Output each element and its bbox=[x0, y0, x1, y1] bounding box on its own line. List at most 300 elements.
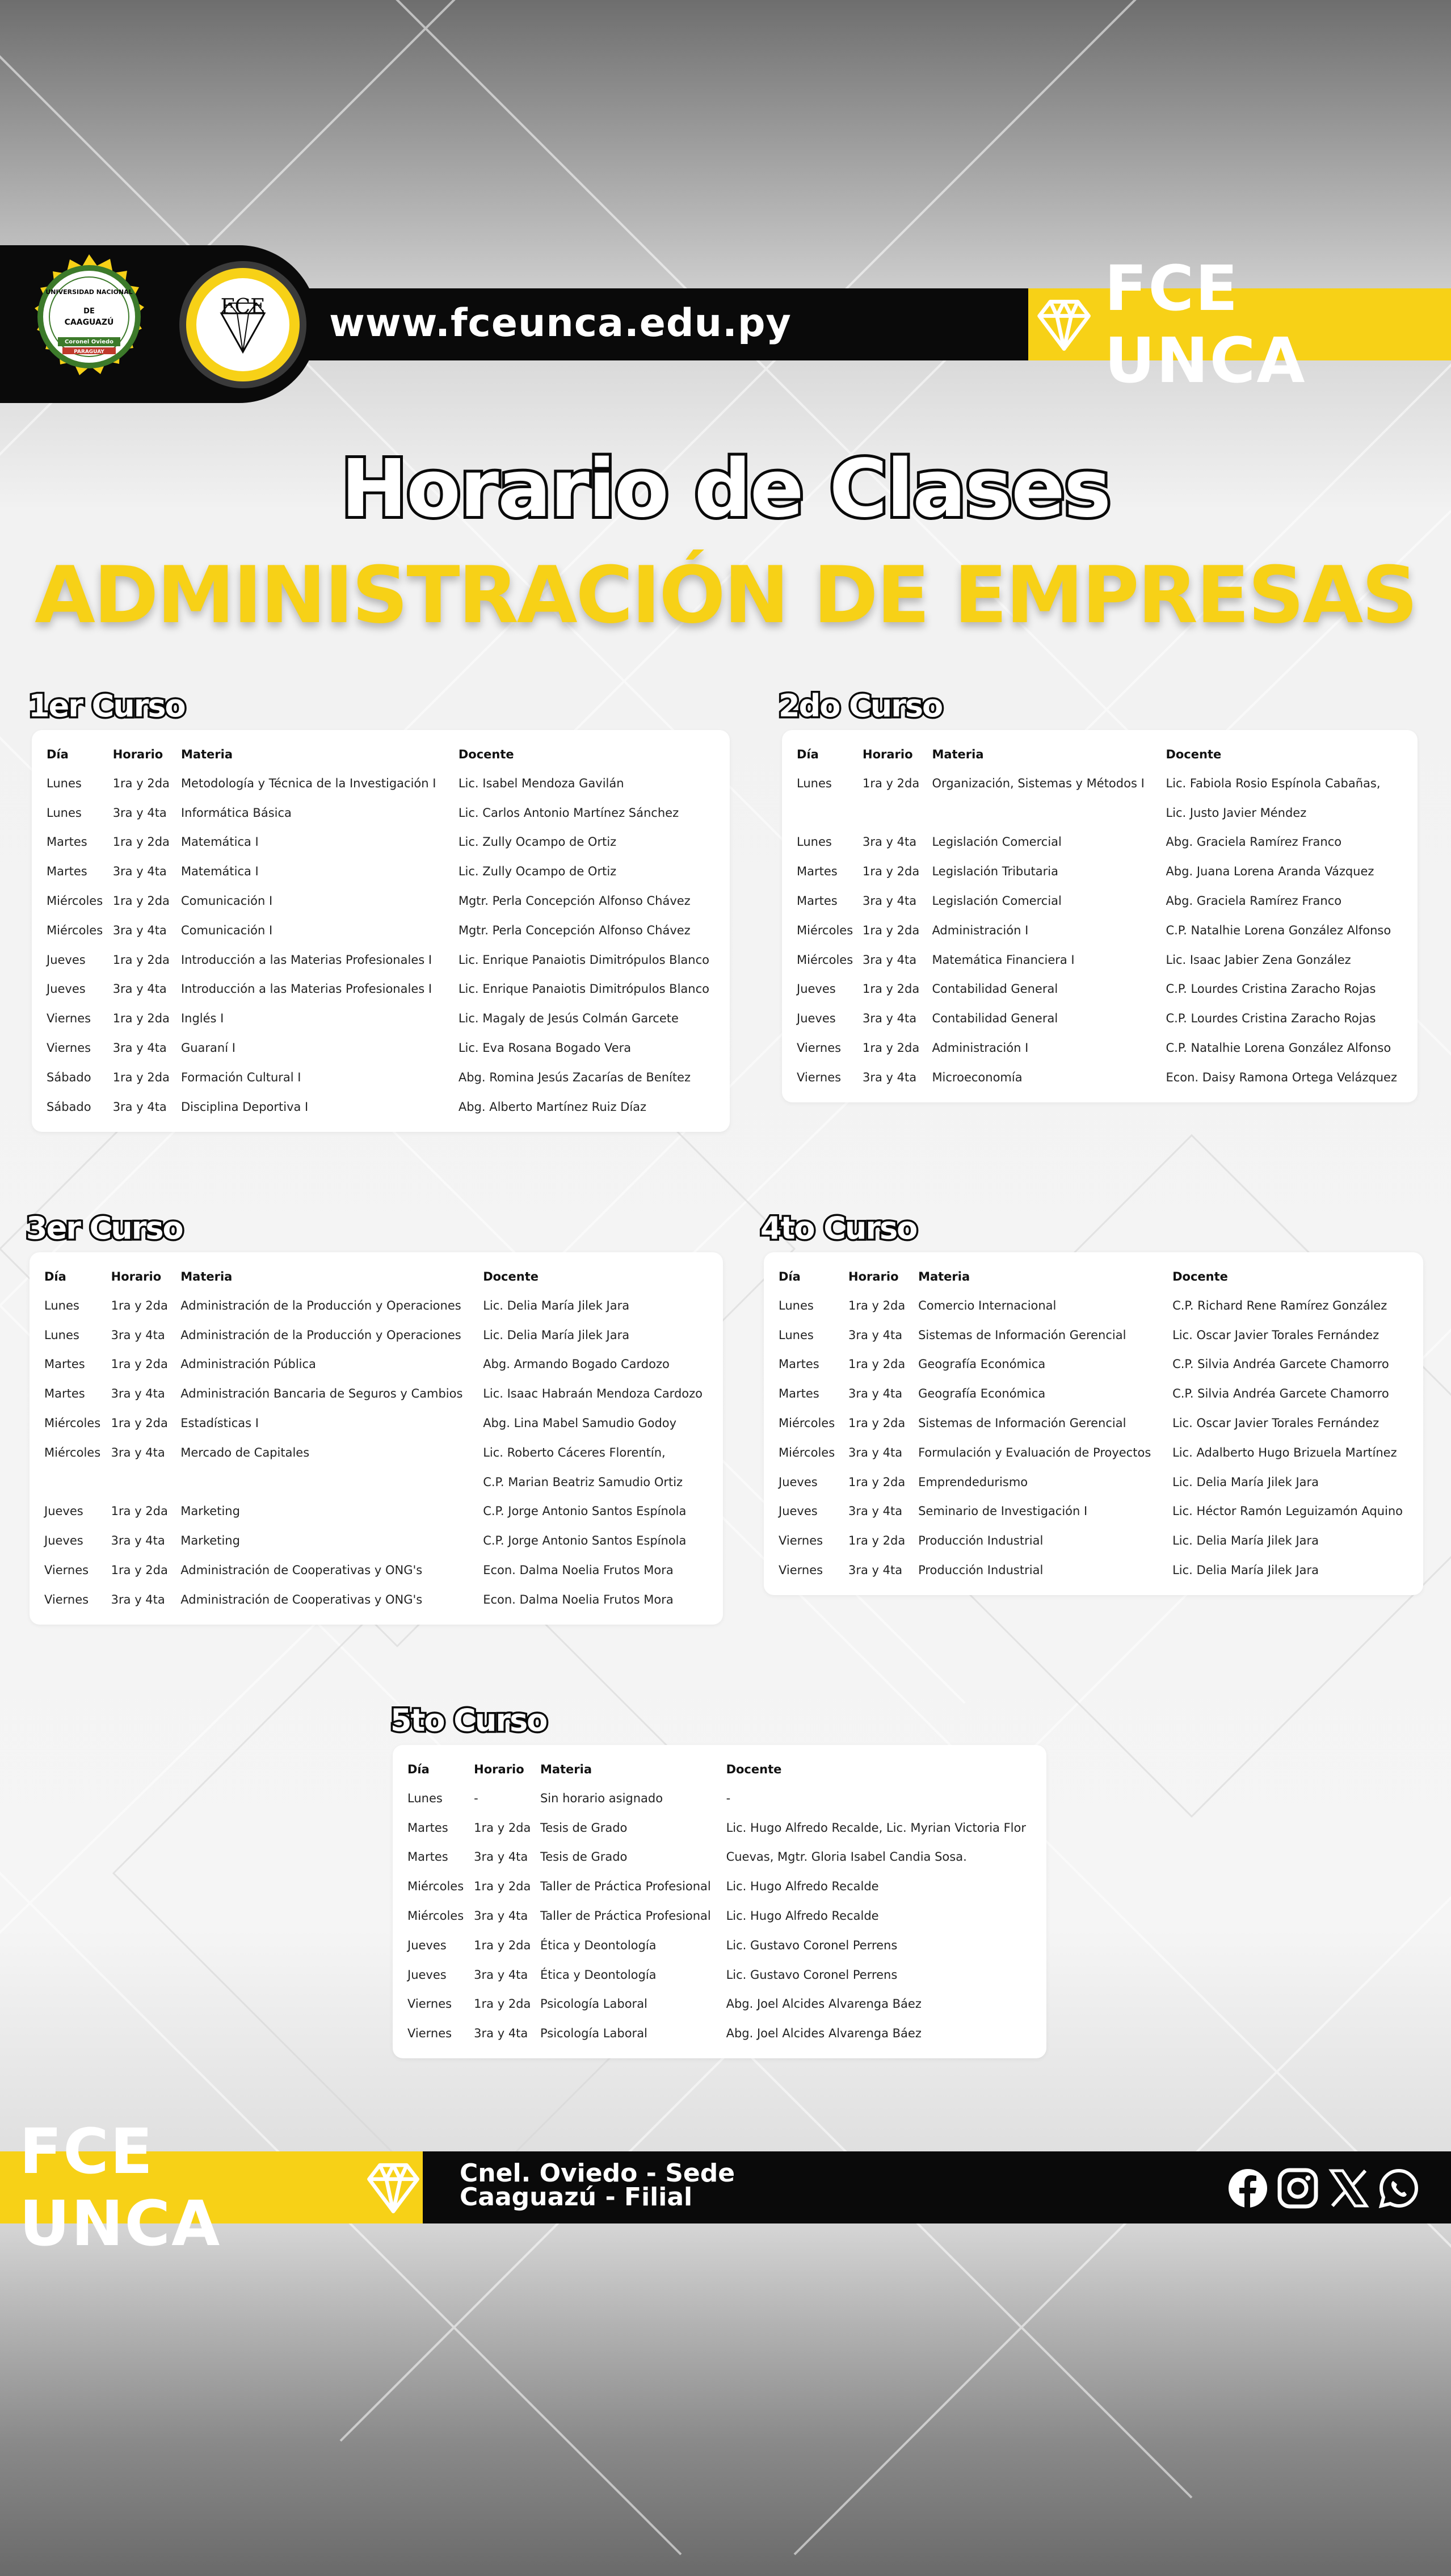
time-cell: 1ra y 2da bbox=[112, 1070, 170, 1084]
time-cell: 1ra y 2da bbox=[112, 835, 170, 849]
subject-cell: Administración Pública bbox=[180, 1357, 316, 1371]
time-cell: 3ra y 4ta bbox=[474, 1909, 528, 1923]
schedule-card bbox=[32, 730, 730, 1132]
teacher-cell: Lic. Delia María Jilek Jara bbox=[1172, 1563, 1319, 1578]
time-cell: 3ra y 4ta bbox=[112, 923, 167, 937]
day-cell: Lunes bbox=[407, 1791, 443, 1805]
table-row bbox=[47, 828, 715, 857]
teacher-cell: Abg. Joel Alcides Alvarenga Báez bbox=[726, 1997, 922, 2011]
subject-cell: Introducción a las Materias Profesionales I bbox=[180, 982, 432, 996]
column-header: Horario bbox=[111, 1270, 162, 1283]
table-header-row bbox=[47, 740, 715, 769]
subject-cell: Mercado de Capitales bbox=[180, 1445, 310, 1459]
table-row bbox=[47, 1033, 715, 1063]
subject-cell: Administración I bbox=[932, 923, 1029, 937]
teacher-cell: Abg. Juana Lorena Aranda Vázquez bbox=[1166, 865, 1374, 879]
column-header: Horario bbox=[112, 748, 163, 761]
table-row bbox=[44, 1467, 708, 1497]
table-row bbox=[44, 1526, 708, 1555]
day-cell: Martes bbox=[44, 1387, 85, 1401]
day-cell: Lunes bbox=[779, 1298, 814, 1312]
day-cell: Lunes bbox=[44, 1328, 79, 1342]
table-row bbox=[797, 1033, 1403, 1063]
teacher-cell: C.P. Natalhie Lorena González Alfonso bbox=[1166, 1041, 1391, 1055]
teacher-cell: C.P. Natalhie Lorena González Alfonso bbox=[1166, 923, 1391, 937]
column-header: Docente bbox=[1166, 748, 1222, 761]
day-cell: Martes bbox=[407, 1850, 448, 1864]
subject-cell: Marketing bbox=[180, 1534, 240, 1548]
day-cell: Sábado bbox=[47, 1100, 91, 1114]
time-cell: 3ra y 4ta bbox=[848, 1387, 903, 1401]
table-row bbox=[797, 975, 1403, 1004]
teacher-cell: Lic. Oscar Javier Torales Fernández bbox=[1172, 1328, 1379, 1342]
table-row bbox=[797, 945, 1403, 975]
diamond-icon bbox=[364, 2159, 423, 2216]
day-cell: Jueves bbox=[779, 1504, 818, 1518]
facebook-icon[interactable] bbox=[1227, 2167, 1269, 2209]
time-cell: 1ra y 2da bbox=[111, 1504, 168, 1518]
day-cell: Lunes bbox=[797, 835, 832, 849]
subject-cell: Marketing bbox=[180, 1504, 240, 1518]
teacher-cell: Lic. Delia María Jilek Jara bbox=[483, 1298, 630, 1312]
table-row bbox=[797, 769, 1403, 798]
subject-cell: Comunicación I bbox=[180, 894, 273, 908]
time-cell: 3ra y 4ta bbox=[848, 1445, 903, 1459]
teacher-cell: Lic. Justo Javier Méndez bbox=[1166, 805, 1307, 820]
table-row bbox=[779, 1526, 1408, 1555]
schedule-table bbox=[44, 1262, 708, 1614]
subject-cell: Taller de Práctica Profesional bbox=[540, 1879, 711, 1894]
day-cell: Martes bbox=[44, 1357, 85, 1371]
column-header: Materia bbox=[918, 1270, 970, 1283]
table-row bbox=[407, 1784, 1032, 1813]
subject-cell: Matemática Financiera I bbox=[932, 953, 1075, 967]
day-cell: Viernes bbox=[47, 1041, 91, 1055]
teacher-cell: Lic. Enrique Panaiotis Dimitrópulos Blanco bbox=[458, 982, 709, 996]
table-row bbox=[407, 1813, 1032, 1843]
subject-cell: Sistemas de Información Gerencial bbox=[918, 1328, 1126, 1342]
table-row bbox=[44, 1350, 708, 1379]
subject-cell: Tesis de Grado bbox=[540, 1850, 628, 1864]
day-cell: Viernes bbox=[407, 2027, 452, 2041]
time-cell: 1ra y 2da bbox=[474, 1997, 531, 2011]
subject-cell: Psicología Laboral bbox=[540, 1997, 647, 2011]
day-cell: Miércoles bbox=[47, 923, 103, 937]
table-row bbox=[44, 1585, 708, 1614]
table-row bbox=[47, 1092, 715, 1122]
teacher-cell: C.P. Lourdes Cristina Zaracho Rojas bbox=[1166, 982, 1376, 996]
table-row bbox=[47, 857, 715, 886]
teacher-cell: Lic. Carlos Antonio Martínez Sánchez bbox=[458, 805, 679, 820]
time-cell: - bbox=[474, 1791, 478, 1805]
time-cell: 3ra y 4ta bbox=[848, 1328, 903, 1342]
subject-cell: Geografía Económica bbox=[918, 1357, 1046, 1371]
subject-cell: Tesis de Grado bbox=[540, 1820, 628, 1835]
subject-cell: Administración de Cooperativas y ONG's bbox=[180, 1563, 423, 1578]
time-cell bbox=[111, 1467, 181, 1497]
time-cell: 3ra y 4ta bbox=[112, 865, 167, 879]
subject-cell: Emprendedurismo bbox=[918, 1475, 1028, 1489]
time-cell: 3ra y 4ta bbox=[112, 1041, 167, 1055]
teacher-cell: Lic. Zully Ocampo de Ortiz bbox=[458, 835, 617, 849]
table-row bbox=[797, 1004, 1403, 1033]
day-cell: Miércoles bbox=[44, 1416, 101, 1430]
table-row bbox=[44, 1408, 708, 1438]
table-row bbox=[407, 1960, 1032, 1990]
table-header-row bbox=[407, 1755, 1032, 1784]
table-row bbox=[779, 1350, 1408, 1379]
day-cell: Martes bbox=[47, 865, 87, 879]
table-row bbox=[44, 1291, 708, 1320]
subject-cell: Psicología Laboral bbox=[540, 2027, 647, 2041]
teacher-cell: Lic. Roberto Cáceres Florentín, bbox=[483, 1445, 666, 1459]
teacher-cell: Lic. Héctor Ramón Leguizamón Aquino bbox=[1172, 1504, 1403, 1518]
time-cell: 3ra y 4ta bbox=[112, 1100, 167, 1114]
schedule-table bbox=[797, 740, 1403, 1092]
day-cell bbox=[797, 798, 863, 828]
subject-cell: Organización, Sistemas y Métodos I bbox=[932, 776, 1145, 790]
day-cell: Sábado bbox=[47, 1070, 91, 1084]
teacher-cell: Abg. Graciela Ramírez Franco bbox=[1166, 894, 1342, 908]
teacher-cell: Lic. Hugo Alfredo Recalde bbox=[726, 1909, 879, 1923]
table-row bbox=[44, 1497, 708, 1526]
table-row bbox=[797, 857, 1403, 886]
subject-cell: Matemática I bbox=[180, 835, 259, 849]
day-cell: Martes bbox=[779, 1357, 819, 1371]
time-cell: 3ra y 4ta bbox=[111, 1534, 165, 1548]
day-cell: Lunes bbox=[797, 776, 832, 790]
time-cell: 3ra y 4ta bbox=[863, 1012, 917, 1026]
day-cell: Viernes bbox=[797, 1070, 842, 1084]
subject-cell: Formulación y Evaluación de Proyectos bbox=[918, 1445, 1151, 1459]
teacher-cell: Lic. Gustavo Coronel Perrens bbox=[726, 1967, 898, 1982]
table-row bbox=[779, 1408, 1408, 1438]
day-cell: Lunes bbox=[47, 776, 82, 790]
teacher-cell: Abg. Alberto Martínez Ruiz Díaz bbox=[458, 1100, 647, 1114]
table-row bbox=[779, 1438, 1408, 1467]
time-cell: 3ra y 4ta bbox=[112, 805, 167, 820]
table-row bbox=[47, 886, 715, 916]
column-header: Día bbox=[797, 748, 819, 761]
day-cell: Martes bbox=[779, 1387, 819, 1401]
time-cell: 1ra y 2da bbox=[863, 982, 920, 996]
day-cell: Miércoles bbox=[797, 923, 853, 937]
table-row bbox=[44, 1379, 708, 1408]
table-row bbox=[797, 798, 1403, 828]
teacher-cell: Abg. Romina Jesús Zacarías de Benítez bbox=[458, 1070, 691, 1084]
subject-cell: Administración de la Producción y Operaciones bbox=[180, 1328, 461, 1342]
day-cell: Jueves bbox=[797, 982, 836, 996]
table-row bbox=[47, 916, 715, 945]
teacher-cell: Abg. Lina Mabel Samudio Godoy bbox=[483, 1416, 677, 1430]
page-subtitle: ADMINISTRACIÓN DE EMPRESAS bbox=[35, 549, 1416, 641]
website-url[interactable]: www.fceunca.edu.py bbox=[329, 301, 792, 346]
time-cell: 1ra y 2da bbox=[848, 1416, 906, 1430]
time-cell: 1ra y 2da bbox=[848, 1475, 906, 1489]
header-brand-text: FCE UNCA bbox=[1104, 251, 1306, 397]
subject-cell: Matemática I bbox=[180, 865, 259, 879]
column-header: Horario bbox=[474, 1763, 524, 1776]
day-cell: Miércoles bbox=[797, 953, 853, 967]
unca-seal-logo bbox=[18, 253, 160, 395]
table-row bbox=[47, 1063, 715, 1092]
teacher-cell: Econ. Dalma Noelia Frutos Mora bbox=[483, 1592, 674, 1606]
day-cell: Miércoles bbox=[44, 1445, 101, 1459]
teacher-cell: C.P. Jorge Antonio Santos Espínola bbox=[483, 1504, 687, 1518]
time-cell: 1ra y 2da bbox=[863, 1041, 920, 1055]
day-cell: Martes bbox=[47, 835, 87, 849]
day-cell: Jueves bbox=[44, 1534, 83, 1548]
time-cell: 1ra y 2da bbox=[863, 776, 920, 790]
table-row bbox=[47, 1004, 715, 1033]
day-cell: Miércoles bbox=[47, 894, 103, 908]
day-cell: Miércoles bbox=[779, 1416, 835, 1430]
fce-seal-logo bbox=[175, 257, 311, 393]
column-header: Día bbox=[407, 1763, 430, 1776]
teacher-cell: Lic. Delia María Jilek Jara bbox=[1172, 1475, 1319, 1489]
teacher-cell: Econ. Daisy Ramona Ortega Velázquez bbox=[1166, 1070, 1397, 1084]
time-cell: 1ra y 2da bbox=[474, 1879, 531, 1894]
day-cell bbox=[44, 1467, 111, 1497]
seal-unca-country: PARAGUAY bbox=[74, 349, 104, 355]
schedule-card bbox=[30, 1252, 723, 1625]
subject-cell: Legislación Comercial bbox=[932, 835, 1062, 849]
table-row bbox=[779, 1467, 1408, 1497]
table-row bbox=[407, 1872, 1032, 1901]
subject-cell bbox=[932, 798, 1166, 828]
day-cell: Jueves bbox=[44, 1504, 83, 1518]
teacher-cell: Lic. Gustavo Coronel Perrens bbox=[726, 1938, 898, 1952]
header-brand-badge bbox=[1028, 251, 1451, 397]
table-row bbox=[779, 1497, 1408, 1526]
table-header-row bbox=[779, 1262, 1408, 1291]
table-row bbox=[44, 1438, 708, 1467]
table-row bbox=[407, 2019, 1032, 2048]
teacher-cell: Abg. Armando Bogado Cardozo bbox=[483, 1357, 670, 1371]
table-row bbox=[407, 1843, 1032, 1872]
seal-unca-university: UNIVERSIDAD NACIONAL bbox=[45, 288, 133, 296]
table-row bbox=[47, 769, 715, 798]
subject-cell: Estadísticas I bbox=[180, 1416, 259, 1430]
time-cell: 1ra y 2da bbox=[112, 953, 170, 967]
table-header-row bbox=[44, 1262, 708, 1291]
teacher-cell: Lic. Eva Rosana Bogado Vera bbox=[458, 1041, 632, 1055]
teacher-cell: Mgtr. Perla Concepción Alfonso Chávez bbox=[458, 923, 691, 937]
subject-cell: Contabilidad General bbox=[932, 1012, 1058, 1026]
subject-cell: Geografía Económica bbox=[918, 1387, 1046, 1401]
footer-location bbox=[460, 2159, 735, 2212]
teacher-cell: Lic. Delia María Jilek Jara bbox=[1172, 1534, 1319, 1548]
day-cell: Jueves bbox=[407, 1938, 447, 1952]
day-cell: Viernes bbox=[779, 1563, 823, 1578]
day-cell: Viernes bbox=[47, 1012, 91, 1026]
teacher-cell: Lic. Magaly de Jesús Colmán Garcete bbox=[458, 1012, 679, 1026]
day-cell: Miércoles bbox=[779, 1445, 835, 1459]
subject-cell: Comunicación I bbox=[180, 923, 273, 937]
column-header: Horario bbox=[863, 748, 913, 761]
course-title: 4to Curso bbox=[760, 1210, 917, 1246]
schedule-card bbox=[782, 730, 1418, 1102]
course-title: 5to Curso bbox=[390, 1702, 547, 1738]
teacher-cell: Abg. Graciela Ramírez Franco bbox=[1166, 835, 1342, 849]
seal-fce-text: FCE bbox=[220, 295, 266, 318]
teacher-cell: Lic. Isaac Habraán Mendoza Cardozo bbox=[483, 1387, 703, 1401]
subject-cell: Guaraní I bbox=[180, 1041, 235, 1055]
day-cell: Viernes bbox=[44, 1592, 89, 1606]
time-cell: 1ra y 2da bbox=[112, 1012, 170, 1026]
teacher-cell: C.P. Silvia Andréa Garcete Chamorro bbox=[1172, 1357, 1389, 1371]
day-cell: Miércoles bbox=[407, 1879, 464, 1894]
footer-brand-text: FCE UNCA bbox=[19, 2114, 221, 2260]
column-header: Docente bbox=[726, 1763, 782, 1776]
table-row bbox=[779, 1320, 1408, 1350]
column-header: Docente bbox=[483, 1270, 539, 1283]
subject-cell: Informática Básica bbox=[180, 805, 292, 820]
subject-cell: Metodología y Técnica de la Investigación I bbox=[180, 776, 436, 790]
column-header: Día bbox=[779, 1270, 801, 1283]
subject-cell: Legislación Tributaria bbox=[932, 865, 1058, 879]
teacher-cell: Lic. Hugo Alfredo Recalde, Lic. Myrian Victoria Flor bbox=[726, 1820, 1026, 1835]
table-row bbox=[407, 1931, 1032, 1960]
subject-cell: Inglés I bbox=[180, 1012, 224, 1026]
course-title: 2do Curso bbox=[779, 688, 943, 724]
time-cell: 1ra y 2da bbox=[863, 923, 920, 937]
footer-location-line2: Caaguazú - Filial bbox=[460, 2183, 693, 2212]
subject-cell: Producción Industrial bbox=[918, 1563, 1044, 1578]
column-header: Día bbox=[44, 1270, 66, 1283]
subject-cell: Administración de Cooperativas y ONG's bbox=[180, 1592, 423, 1606]
table-row bbox=[47, 975, 715, 1004]
footer-brand-badge bbox=[0, 2114, 423, 2260]
time-cell: 1ra y 2da bbox=[848, 1534, 906, 1548]
teacher-cell: Lic. Delia María Jilek Jara bbox=[483, 1328, 630, 1342]
subject-cell: Comercio Internacional bbox=[918, 1298, 1057, 1312]
whatsapp-icon[interactable] bbox=[1378, 2167, 1420, 2209]
time-cell: 1ra y 2da bbox=[111, 1563, 168, 1578]
day-cell: Lunes bbox=[779, 1328, 814, 1342]
time-cell: 3ra y 4ta bbox=[863, 835, 917, 849]
subject-cell: Formación Cultural I bbox=[180, 1070, 301, 1084]
table-row bbox=[797, 828, 1403, 857]
day-cell: Viernes bbox=[779, 1534, 823, 1548]
table-row bbox=[407, 1990, 1032, 2019]
teacher-cell: C.P. Richard Rene Ramírez González bbox=[1172, 1298, 1387, 1312]
subject-cell: Administración Bancaria de Seguros y Cambios bbox=[180, 1387, 463, 1401]
time-cell: 3ra y 4ta bbox=[474, 2027, 528, 2041]
day-cell: Jueves bbox=[407, 1967, 447, 1982]
column-header: Docente bbox=[1172, 1270, 1228, 1283]
table-row bbox=[779, 1291, 1408, 1320]
column-header: Materia bbox=[180, 1270, 233, 1283]
time-cell: 1ra y 2da bbox=[848, 1298, 906, 1312]
subject-cell: Seminario de Investigación I bbox=[918, 1504, 1088, 1518]
time-cell: 1ra y 2da bbox=[848, 1357, 906, 1371]
time-cell: 1ra y 2da bbox=[863, 865, 920, 879]
day-cell: Viernes bbox=[797, 1041, 842, 1055]
teacher-cell: C.P. Silvia Andréa Garcete Chamorro bbox=[1172, 1387, 1389, 1401]
day-cell: Jueves bbox=[47, 953, 86, 967]
subject-cell: Producción Industrial bbox=[918, 1534, 1044, 1548]
time-cell: 1ra y 2da bbox=[112, 894, 170, 908]
day-cell: Martes bbox=[797, 865, 838, 879]
schedule-table bbox=[779, 1262, 1408, 1585]
subject-cell: Introducción a las Materias Profesionales I bbox=[180, 953, 432, 967]
teacher-cell: Lic. Oscar Javier Torales Fernández bbox=[1172, 1416, 1379, 1430]
seal-unca-city: Coronel Oviedo bbox=[64, 339, 114, 345]
teacher-cell: Lic. Enrique Panaiotis Dimitrópulos Blanco bbox=[458, 953, 709, 967]
x-icon[interactable] bbox=[1328, 2167, 1370, 2209]
footer-location-line1: Cnel. Oviedo - Sede bbox=[460, 2159, 735, 2188]
teacher-cell: Lic. Isaac Jabier Zena González bbox=[1166, 953, 1351, 967]
subject-cell: Legislación Comercial bbox=[932, 894, 1062, 908]
teacher-cell: Lic. Fabiola Rosio Espínola Cabañas, bbox=[1166, 776, 1381, 790]
column-header: Día bbox=[47, 748, 69, 761]
table-row bbox=[779, 1555, 1408, 1585]
table-row bbox=[47, 945, 715, 975]
page-title: Horario de Clases bbox=[340, 443, 1111, 535]
day-cell: Jueves bbox=[47, 982, 86, 996]
teacher-cell: Mgtr. Perla Concepción Alfonso Chávez bbox=[458, 894, 691, 908]
teacher-cell: C.P. Jorge Antonio Santos Espínola bbox=[483, 1534, 687, 1548]
instagram-icon[interactable] bbox=[1277, 2167, 1319, 2209]
time-cell: 1ra y 2da bbox=[474, 1820, 531, 1835]
teacher-cell: C.P. Marian Beatriz Samudio Ortiz bbox=[483, 1475, 683, 1489]
subject-cell: Microeconomía bbox=[932, 1070, 1023, 1084]
subject-cell: Ética y Deontología bbox=[540, 1967, 657, 1982]
time-cell: 3ra y 4ta bbox=[848, 1563, 903, 1578]
day-cell: Jueves bbox=[797, 1012, 836, 1026]
schedule-table bbox=[47, 740, 715, 1122]
time-cell: 3ra y 4ta bbox=[111, 1387, 165, 1401]
day-cell: Lunes bbox=[47, 805, 82, 820]
day-cell: Martes bbox=[407, 1820, 448, 1835]
table-row bbox=[797, 886, 1403, 916]
subject-cell: Ética y Deontología bbox=[540, 1938, 657, 1952]
table-row bbox=[797, 1063, 1403, 1092]
time-cell: 1ra y 2da bbox=[111, 1416, 168, 1430]
subject-cell: Contabilidad General bbox=[932, 982, 1058, 996]
column-header: Materia bbox=[932, 748, 984, 761]
day-cell: Jueves bbox=[779, 1475, 818, 1489]
table-header-row bbox=[797, 740, 1403, 769]
time-cell: 3ra y 4ta bbox=[848, 1504, 903, 1518]
teacher-cell: C.P. Lourdes Cristina Zaracho Rojas bbox=[1166, 1012, 1376, 1026]
time-cell: 3ra y 4ta bbox=[863, 894, 917, 908]
day-cell: Lunes bbox=[44, 1298, 79, 1312]
subject-cell: Administración de la Producción y Operaciones bbox=[180, 1298, 461, 1312]
subject-cell: Sistemas de Información Gerencial bbox=[918, 1416, 1126, 1430]
teacher-cell: Abg. Joel Alcides Alvarenga Báez bbox=[726, 2027, 922, 2041]
schedule-table bbox=[407, 1755, 1032, 2048]
day-cell: Miércoles bbox=[407, 1909, 464, 1923]
seal-unca-de: DE bbox=[83, 307, 95, 316]
time-cell: 1ra y 2da bbox=[112, 776, 170, 790]
schedule-card bbox=[764, 1252, 1423, 1595]
subject-cell: Administración I bbox=[932, 1041, 1029, 1055]
column-header: Docente bbox=[458, 748, 514, 761]
time-cell: 1ra y 2da bbox=[474, 1938, 531, 1952]
diamond-icon bbox=[1034, 296, 1094, 353]
course-title: 3er Curso bbox=[26, 1210, 183, 1246]
teacher-cell: Lic. Zully Ocampo de Ortiz bbox=[458, 865, 617, 879]
seal-unca-name: CAAGUAZÚ bbox=[64, 318, 114, 327]
table-row bbox=[44, 1320, 708, 1350]
teacher-cell: Econ. Dalma Noelia Frutos Mora bbox=[483, 1563, 674, 1578]
table-row bbox=[407, 1901, 1032, 1931]
day-cell: Viernes bbox=[44, 1563, 89, 1578]
time-cell: 3ra y 4ta bbox=[474, 1850, 528, 1864]
day-cell: Martes bbox=[797, 894, 838, 908]
